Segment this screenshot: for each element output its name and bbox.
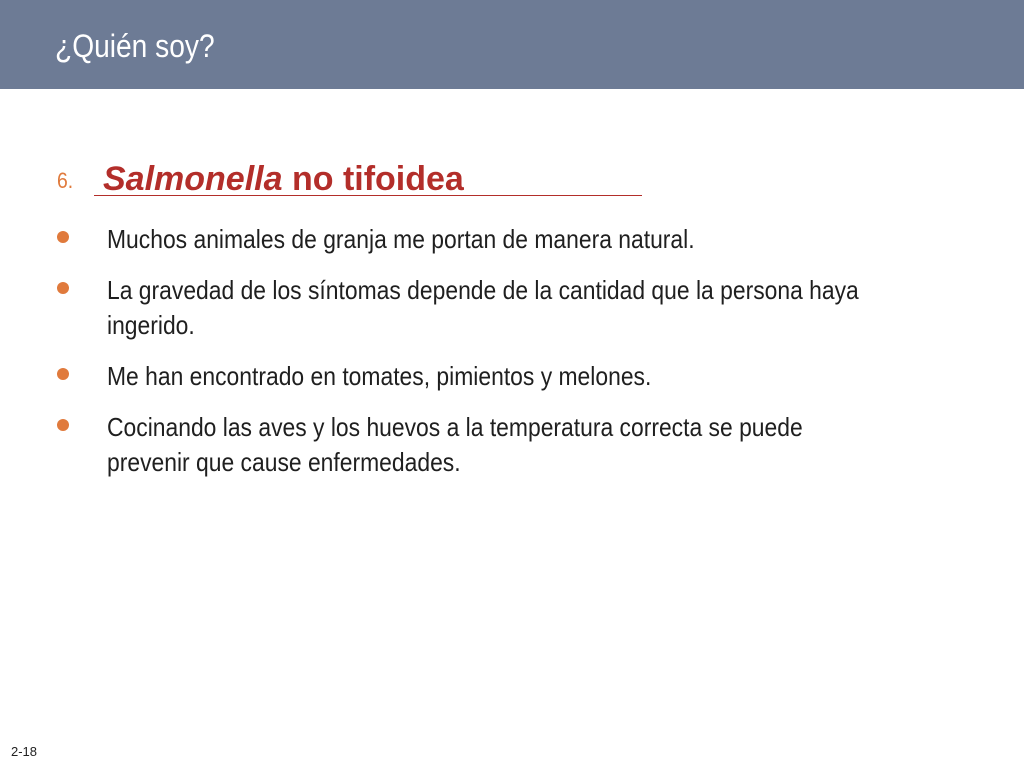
- item-heading-row: [57, 160, 642, 200]
- bullet-dot-icon: [57, 419, 69, 431]
- bullet-dot-icon: [57, 368, 69, 380]
- page-number: 2-18: [11, 744, 38, 759]
- bullet-text: Muchos animales de granja me portan de manera natural.: [107, 224, 695, 254]
- bullet-item: [57, 222, 937, 257]
- bullet-text: Cocinando las aves y los huevos a la temperatura correcta se puede prevenir que cause enfermedades.: [107, 412, 803, 477]
- bullet-text: La gravedad de los síntomas depende de la cantidad que la persona haya ingerido.: [107, 275, 859, 340]
- slide-title: ¿Quién soy?: [55, 28, 215, 64]
- item-number: 6.: [57, 168, 74, 193]
- bullet-item: [57, 273, 937, 343]
- header-bar: [0, 0, 1024, 89]
- item-heading-rest: no tifoidea: [282, 160, 464, 198]
- bullet-item: [57, 410, 937, 480]
- item-heading-italic: Salmonella: [103, 160, 283, 198]
- heading-underline: [94, 195, 642, 196]
- bullet-dot-icon: [57, 282, 69, 294]
- item-heading: [103, 160, 464, 199]
- bullet-dot-icon: [57, 231, 69, 243]
- bullet-item: [57, 359, 937, 394]
- bullet-list: [57, 222, 937, 496]
- bullet-text: Me han encontrado en tomates, pimientos y melones.: [107, 361, 652, 391]
